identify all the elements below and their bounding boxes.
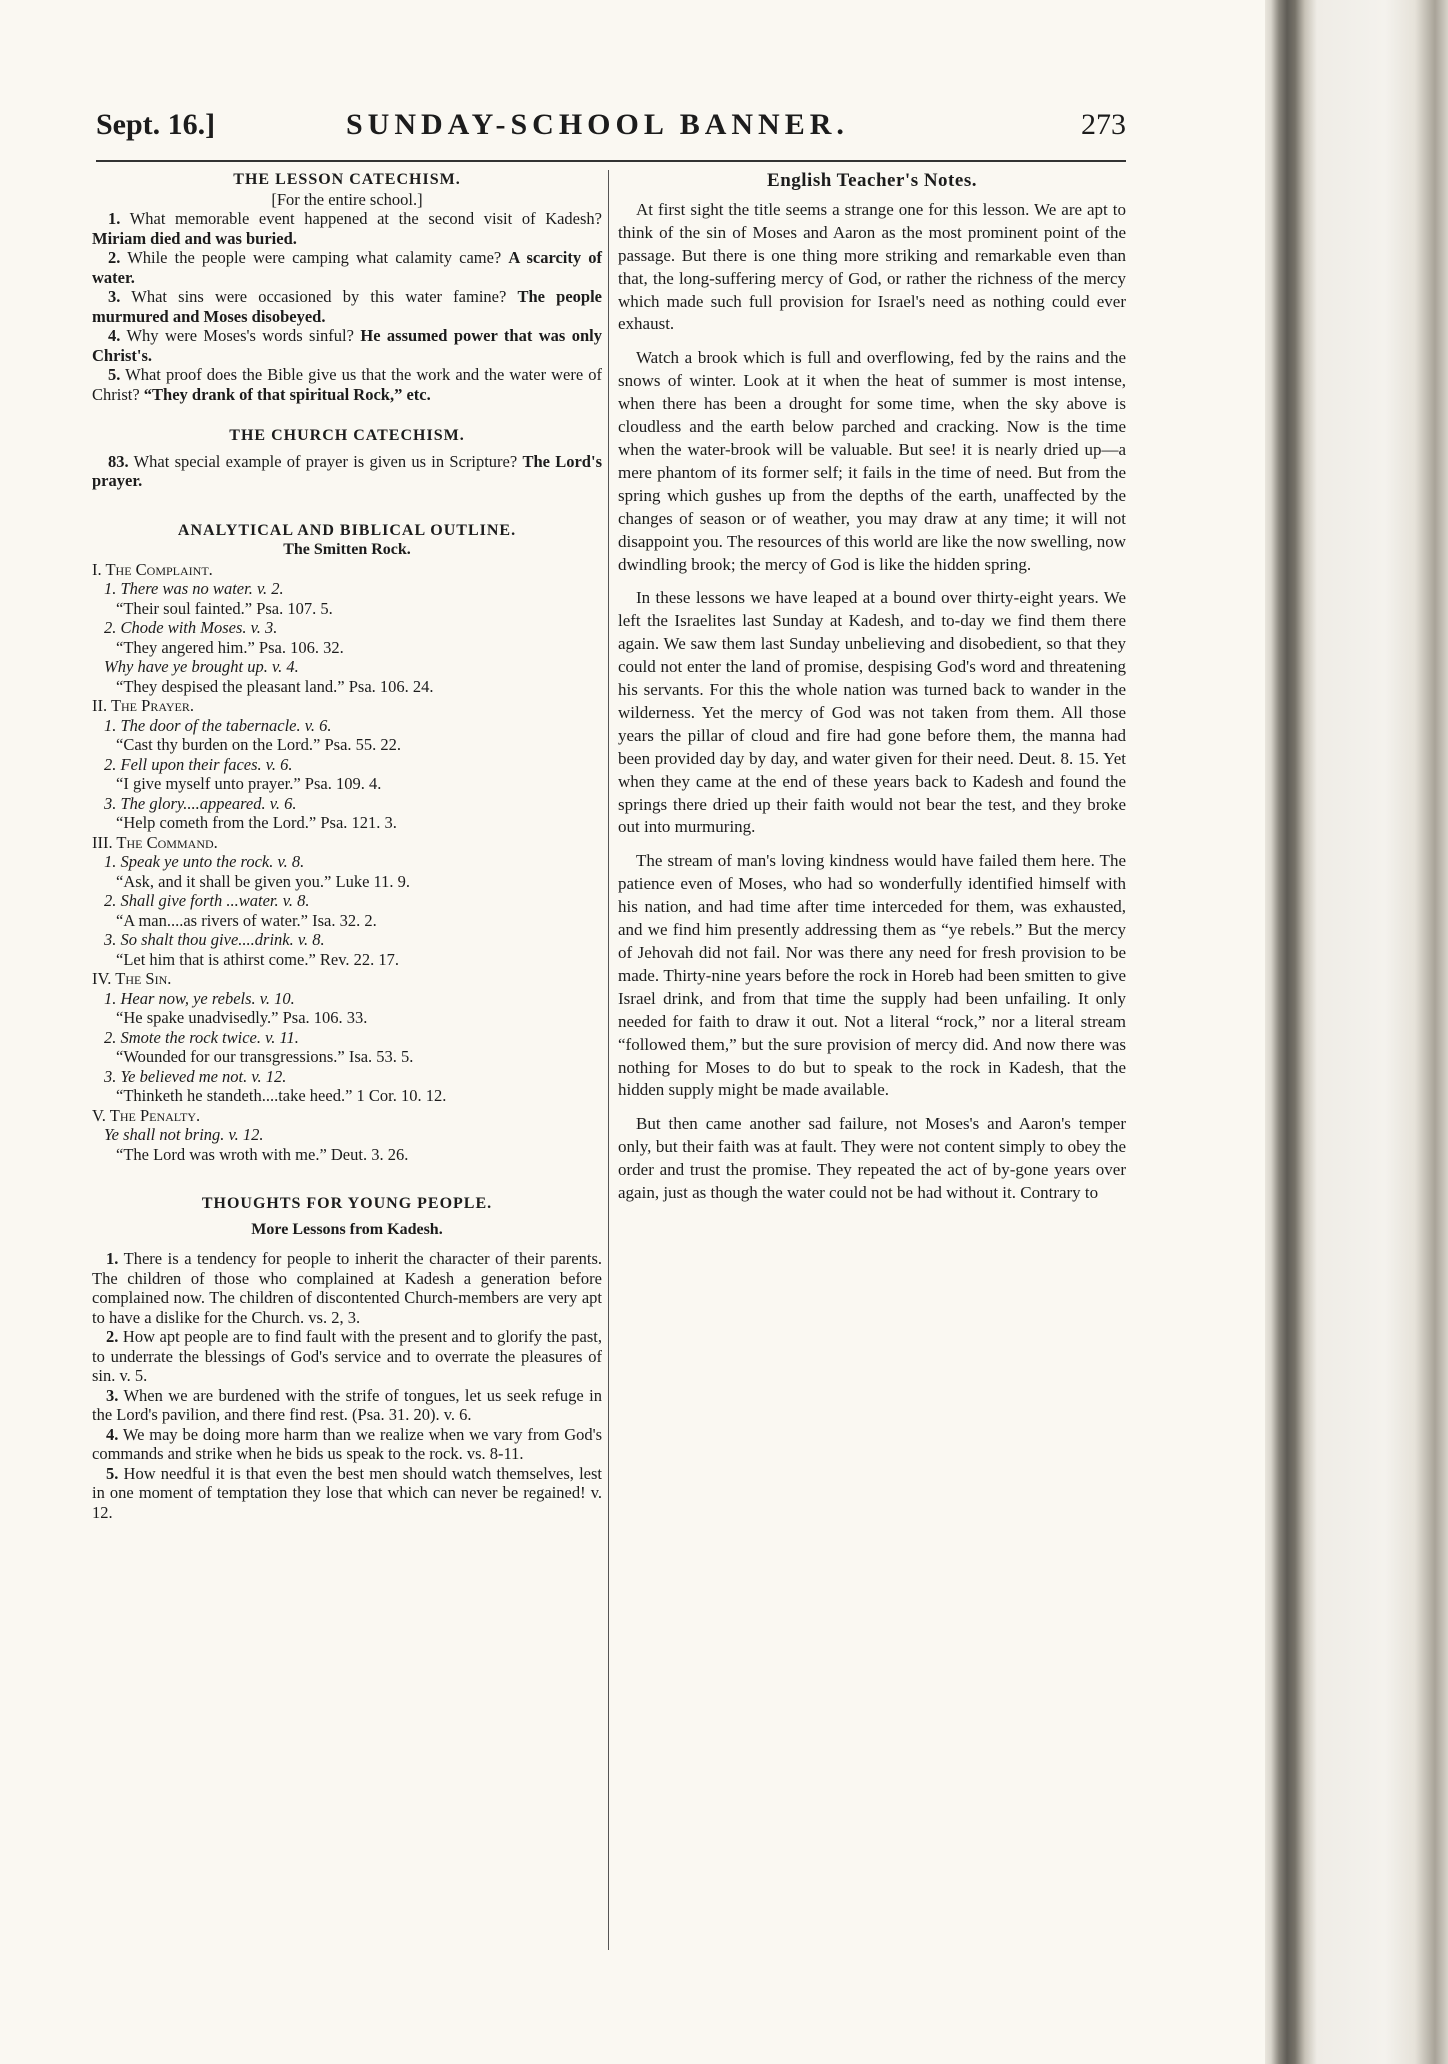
outline-line: “Ask, and it shall be given you.” Luke 11. 9. bbox=[116, 871, 411, 891]
thoughts-for-young-people bbox=[92, 1194, 602, 1522]
header-rule bbox=[96, 160, 1126, 162]
outline-line: Why have ye brought up. v. 4. bbox=[104, 657, 299, 676]
section-subheading: [For the entire school.] bbox=[271, 189, 423, 209]
thought-item: 1. There is a tendency for people to inherit the character of their parents. The children of those who complained at Kadesh a generation before complained now. The children of discontented Church-members are very apt to have a dislike for the Church. vs. 2, 3. bbox=[92, 1249, 602, 1327]
catechism-item: 83. What special example of prayer is given us in Scripture? The Lord's prayer. bbox=[92, 451, 602, 490]
outline-line: “Help cometh from the Lord.” Psa. 121. 3. bbox=[116, 813, 397, 832]
section-subheading: The Smitten Rock. bbox=[283, 541, 411, 558]
thoughts-list bbox=[92, 1249, 602, 1522]
outline-line: 3. Ye believed me not. v. 12. bbox=[104, 1066, 287, 1086]
outline-line: 2. Fell upon their faces. v. 6. bbox=[104, 754, 293, 774]
catechism-item: 5. What proof does the Bible give us that the work and the water were of Christ? “They drank of that spiritual Rock,” etc. bbox=[92, 365, 603, 404]
page-number: 273 bbox=[1081, 108, 1126, 141]
outline-heading: II. The Prayer. bbox=[92, 696, 195, 715]
biblical-outline bbox=[92, 521, 602, 1165]
outline-line: “Wounded for our transgressions.” Isa. 53. 5. bbox=[116, 1047, 414, 1066]
church-catechism bbox=[92, 426, 602, 491]
catechism-item: 2. While the people were camping what calamity came? A scarcity of water. bbox=[92, 248, 602, 287]
outline-line: “The Lord was wroth with me.” Deut. 3. 26. bbox=[116, 1144, 409, 1164]
notes-paragraph: Watch a brook which is full and overflowing, fed by the rains and the snows of winter. Look at it when the heat of summer is most intense, when there has been a drought for some time, when the sky above is cloudless and the earth below parched and cracking. Now is the time when the water-brook will be valuable. But see! it is nearly dried up—a mere phantom of its former self; it fails in the time of need. But from the spring which gushes up from the depths of the earth, unaffected by the changes of season or of weather, you may draw at any time; it will not disappoint you. The resources of this world are like the now swelling, now dwindling brook; the mercy of God is like the hidden spring. bbox=[618, 348, 1126, 574]
section-heading: THE CHURCH CATECHISM. bbox=[229, 427, 465, 444]
notes-heading: English Teacher's Notes. bbox=[767, 170, 977, 191]
outline-line: 1. The door of the tabernacle. v. 6. bbox=[104, 715, 332, 735]
outline-heading: III. The Command. bbox=[92, 832, 218, 852]
notes-body bbox=[618, 199, 1126, 1205]
catechism-item: 3. What sins were occasioned by this water famine? The people murmured and Moses disobeyed. bbox=[92, 287, 602, 326]
header-title: SUNDAY-SCHOOL BANNER. bbox=[346, 108, 849, 141]
outline-line: 1. Speak ye unto the rock. v. 8. bbox=[104, 852, 305, 871]
outline-line: 2. Smote the rock twice. v. 11. bbox=[104, 1027, 299, 1047]
outline-line: 2. Chode with Moses. v. 3. bbox=[104, 618, 278, 637]
catechism-list bbox=[92, 209, 602, 404]
notes-paragraph: At first sight the title seems a strange one for this lesson. We are apt to think of the sin of Moses and Aaron as the most prominent point of the passage. But there is one thing more striking and remarkable even than that, the long-suffering mercy of God, or rather the richness of the mercy which made such full provision for Israel's need as nothing could ever exhaust. bbox=[618, 199, 1126, 334]
outline-line: “Their soul fainted.” Psa. 107. 5. bbox=[116, 598, 333, 618]
book-spine-edge bbox=[1265, 0, 1448, 2064]
outline-line: 1. There was no water. v. 2. bbox=[104, 579, 284, 598]
right-column bbox=[618, 170, 1126, 1216]
outline-heading: V. The Penalty. bbox=[92, 1105, 201, 1125]
outline-line: 1. Hear now, ye rebels. v. 10. bbox=[104, 988, 295, 1008]
thought-item: 2. How apt people are to find fault with the present and to glorify the past, to underrate the blessings of God's service and to overrate the pleasures of sin. v. 5. bbox=[92, 1327, 603, 1385]
thought-item: 5. How needful it is that even the best men should watch themselves, lest in one moment of temptation they lose that which can never be regained! v. 12. bbox=[92, 1463, 602, 1522]
catechism-item: 4. Why were Moses's words sinful? He assumed power that was only Christ's. bbox=[92, 326, 602, 365]
column-divider bbox=[608, 170, 609, 1950]
header-date: Sept. 16.] bbox=[96, 108, 216, 141]
outline-heading: I. The Complaint. bbox=[92, 559, 213, 579]
thought-item: 4. We may be doing more harm than we realize when we vary from God's commands and strike when he bids us speak to the rock. vs. 8-11. bbox=[92, 1424, 603, 1463]
outline-line: “Cast thy burden on the Lord.” Psa. 55. 22. bbox=[116, 735, 402, 754]
outline-line: “Let him that is athirst come.” Rev. 22. 17. bbox=[116, 949, 400, 969]
outline-line: “I give myself unto prayer.” Psa. 109. 4. bbox=[116, 774, 382, 793]
outline-line: “A man....as rivers of water.” Isa. 32. 2. bbox=[116, 910, 377, 930]
notes-paragraph: But then came another sad failure, not Moses's and Aaron's temper only, but their faith was at fault. They were not content simply to obey the order and trust the promise. They repeated the act of by-gone years over again, just as though the water could not be had without it. Contrary to bbox=[618, 1114, 1126, 1203]
outline-line: “They despised the pleasant land.” Psa. 106. 24. bbox=[116, 676, 434, 696]
notes-paragraph: In these lessons we have leaped at a bound over thirty-eight years. We left the Israelites last Sunday at Kadesh, and to-day we find them there again. We saw them last Sunday unbelieving and disobedient, so that they could not enter the land of promise, despising God's word and threatening his servants. For this the whole nation was turned back to wander in the wilderness. Yet the mercy of God was not taken from them. All those years the pillar of cloud and fire had gone before them, the manna had been provided day by day, and water given for their need. Deut. 8. 15. Yet when they came at the end of these years back to Kadesh and found the springs there dried up their faith would not bear the test, and they broke out into murmuring. bbox=[618, 588, 1126, 837]
section-heading: ANALYTICAL AND BIBLICAL OUTLINE. bbox=[177, 521, 517, 539]
thought-item: 3. When we are burdened with the strife of tongues, let us seek refuge in the Lord's pavilion, and there find rest. (Psa. 31. 20). v. 6. bbox=[92, 1385, 602, 1424]
left-column bbox=[92, 170, 602, 1522]
outline-line: “He spake unadvisedly.” Psa. 106. 33. bbox=[116, 1008, 368, 1027]
outline-line: 3. So shalt thou give....drink. v. 8. bbox=[104, 930, 325, 949]
section-heading: THE LESSON CATECHISM. bbox=[233, 171, 461, 188]
outline-line: “Thinketh he standeth....take heed.” 1 Cor. 10. 12. bbox=[116, 1086, 447, 1105]
running-header bbox=[96, 108, 1126, 148]
lesson-catechism bbox=[92, 170, 602, 404]
outline-line: “They angered him.” Psa. 106. 32. bbox=[116, 637, 344, 657]
outline-line: 3. The glory....appeared. v. 6. bbox=[104, 793, 297, 813]
outline-list bbox=[92, 560, 602, 1165]
outline-line: 2. Shall give forth ...water. v. 8. bbox=[104, 891, 310, 910]
section-heading: THOUGHTS FOR YOUNG PEOPLE. bbox=[201, 1195, 493, 1212]
notes-paragraph: The stream of man's loving kindness would have failed them here. The patience even of Moses, who had so wonderfully identified himself with his nation, and had time after time interceded for them, was exhausted, and we find him presently addressing them as “ye rebels.” But the mercy of Jehovah did not fail. Nor was there any need for fresh provision to be made. Thirty-nine years before the rock in Horeb had been smitten to give Israel drink, and from that time the supply had been unfailing. It only needed for faith to draw it out. Not a literal “rock,” nor a literal stream “followed them,” but the sure provision of mercy did. And now there was nothing for Moses to do but to speak to the rock in Kadesh, that the hidden supply might be made available. bbox=[618, 851, 1126, 1100]
outline-line: Ye shall not bring. v. 12. bbox=[104, 1125, 264, 1144]
section-subheading: More Lessons from Kadesh. bbox=[251, 1220, 443, 1238]
outline-heading: IV. The Sin. bbox=[92, 969, 172, 988]
catechism-item: 1. What memorable event happened at the second visit of Kadesh? Miriam died and was buried. bbox=[92, 209, 603, 248]
